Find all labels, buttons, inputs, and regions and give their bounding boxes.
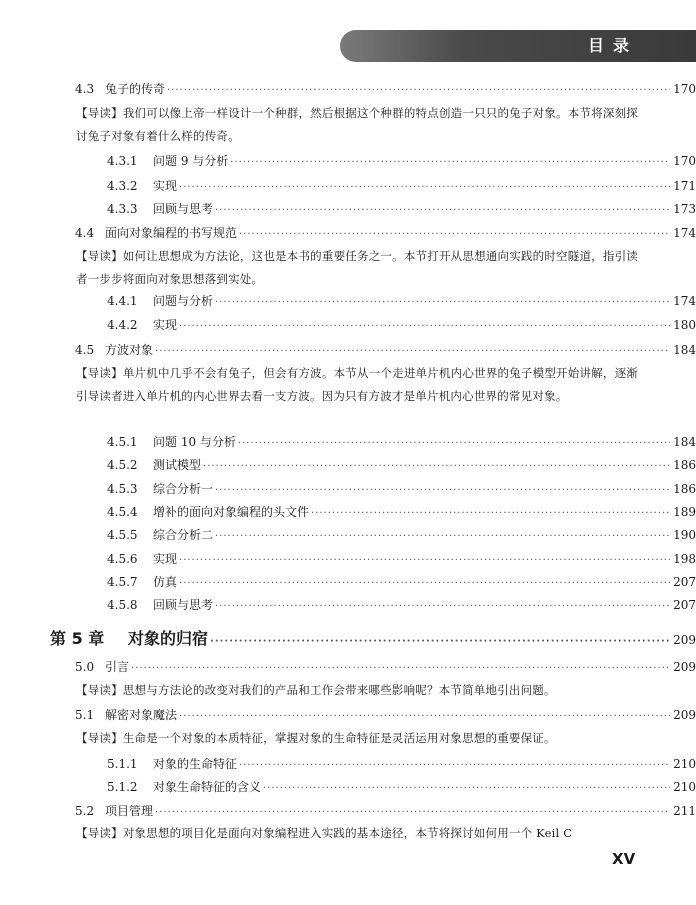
leader-dots <box>179 555 670 566</box>
section-title: 测试模型 <box>153 458 202 472</box>
page-ref: 170 <box>673 82 696 96</box>
leader-dots <box>239 229 670 240</box>
leader-dots <box>131 663 670 674</box>
section-number: 4.4 <box>75 226 95 240</box>
leader-dots <box>210 636 670 647</box>
intro-text: 思想与方法论的改变对我们的产品和工作会带来哪些影响呢？本节简单地引出问题。 <box>122 683 556 697</box>
page-ref: 174 <box>673 294 696 308</box>
toc-entry[interactable] <box>0 658 696 675</box>
section-number: 4.5.6 <box>107 552 138 566</box>
section-title: 引言 <box>105 660 130 674</box>
section-title: 问题 10 与分析 <box>153 435 236 449</box>
section-intro <box>76 245 638 291</box>
section-title: 回顾与思考 <box>153 598 214 612</box>
page-ref: 180 <box>673 318 696 332</box>
leader-dots <box>239 760 670 771</box>
section-title: 对象的生命特征 <box>153 757 238 771</box>
leader-dots <box>263 783 670 794</box>
chapter-number: 第 5 章 <box>50 629 105 648</box>
section-title: 仿真 <box>153 575 178 589</box>
toc-entry[interactable] <box>0 526 696 543</box>
section-title: 综合分析一 <box>153 482 214 496</box>
intro-text: 单片机中几乎不会有兔子，但会有方波。本节从一个走进单片机内心世界的兔子模型开始讲解，逐渐引导读者进入单片机的内心世界去看一支方波。因为只有方波才是单片机内心世界的常见对象。 <box>76 366 638 403</box>
page-ref: 171 <box>673 179 696 193</box>
intro-text: 对象思想的项目化是面向对象编程进入实践的基本途径，本节将探讨如何用一个 Keil C <box>122 826 573 840</box>
toc-entry[interactable] <box>0 292 696 309</box>
section-title: 问题 9 与分析 <box>153 154 229 168</box>
toc-entry[interactable] <box>0 200 696 217</box>
section-number: 4.5.3 <box>107 482 138 496</box>
page-ref: 184 <box>673 435 696 449</box>
section-intro <box>76 727 638 750</box>
leader-dots <box>215 485 670 496</box>
intro-tag: 【导读】 <box>76 683 123 697</box>
section-number: 4.4.2 <box>107 318 138 332</box>
section-number: 4.4.1 <box>107 294 138 308</box>
toc-entry[interactable] <box>0 456 696 473</box>
page-ref: 209 <box>673 660 696 674</box>
page-ref: 186 <box>673 458 696 472</box>
page-ref: 173 <box>673 202 696 216</box>
page-ref: 207 <box>673 598 696 612</box>
leader-dots <box>215 531 670 542</box>
toc-entry[interactable] <box>0 341 696 358</box>
toc-entry[interactable] <box>0 316 696 333</box>
toc-entry[interactable] <box>0 550 696 567</box>
section-title: 回顾与思考 <box>153 202 214 216</box>
page-ref: 210 <box>673 757 696 771</box>
page-ref: 209 <box>673 708 696 722</box>
page-ref: 210 <box>673 780 696 794</box>
toc-entry[interactable] <box>0 706 696 723</box>
section-intro <box>76 102 638 148</box>
intro-tag: 【导读】 <box>76 366 123 380</box>
section-number: 4.5.1 <box>107 435 138 449</box>
section-number: 4.5.5 <box>107 528 138 542</box>
toc-entry[interactable] <box>0 480 696 497</box>
section-number: 4.3 <box>75 82 95 96</box>
page-ref: 170 <box>673 154 696 168</box>
leader-dots <box>215 205 670 216</box>
section-intro <box>76 362 638 408</box>
section-number: 4.5.7 <box>107 575 138 589</box>
section-title: 兔子的传奇 <box>105 82 166 96</box>
toc-entry[interactable] <box>0 596 696 613</box>
intro-tag: 【导读】 <box>76 731 123 745</box>
toc-entry[interactable] <box>0 503 696 520</box>
header-title: 目录 <box>587 36 638 55</box>
section-title: 对象生命特征的含义 <box>153 780 262 794</box>
leader-dots <box>179 182 670 193</box>
section-number: 4.3.2 <box>107 179 138 193</box>
section-number: 5.1.1 <box>107 757 138 771</box>
page-number: XV <box>612 850 636 868</box>
section-number: 4.3.1 <box>107 154 138 168</box>
toc-entry[interactable] <box>0 80 696 97</box>
toc-entry[interactable] <box>0 177 696 194</box>
toc-entry[interactable] <box>0 433 696 450</box>
page-ref: 184 <box>673 343 696 357</box>
section-number: 5.0 <box>75 660 95 674</box>
leader-dots <box>179 578 670 589</box>
intro-text: 生命是一个对象的本质特征，掌握对象的生命特征是灵活运用对象思想的重要保证。 <box>122 731 556 745</box>
section-number: 5.1.2 <box>107 780 138 794</box>
intro-tag: 【导读】 <box>76 826 123 840</box>
toc-chapter[interactable] <box>0 626 696 649</box>
leader-dots <box>179 711 670 722</box>
section-title: 项目管理 <box>105 804 154 818</box>
section-number: 4.5 <box>75 343 95 357</box>
section-number: 4.5.8 <box>107 598 138 612</box>
leader-dots <box>167 85 670 96</box>
toc-entry[interactable] <box>0 778 696 795</box>
intro-tag: 【导读】 <box>76 249 123 263</box>
section-intro <box>76 679 638 702</box>
toc-entry[interactable] <box>0 152 696 169</box>
page-ref: 189 <box>673 505 696 519</box>
chapter-title: 对象的归宿 <box>128 629 209 648</box>
leader-dots <box>155 807 670 818</box>
section-title: 实现 <box>153 318 178 332</box>
intro-tag: 【导读】 <box>76 106 123 120</box>
leader-dots <box>215 601 670 612</box>
section-number: 5.2 <box>75 804 95 818</box>
page-ref: 190 <box>673 528 696 542</box>
page-ref: 186 <box>673 482 696 496</box>
leader-dots <box>179 321 670 332</box>
page-ref: 209 <box>673 633 696 647</box>
leader-dots <box>215 297 670 308</box>
leader-dots <box>238 438 670 449</box>
section-number: 5.1 <box>75 708 95 722</box>
section-title: 解密对象魔法 <box>105 708 178 722</box>
toc-entry[interactable] <box>0 573 696 590</box>
leader-dots <box>230 157 670 168</box>
leader-dots <box>311 508 670 519</box>
leader-dots <box>203 461 670 472</box>
section-title: 综合分析二 <box>153 528 214 542</box>
section-intro <box>76 822 638 845</box>
toc-entry[interactable] <box>0 755 696 772</box>
page-ref: 207 <box>673 575 696 589</box>
section-title: 面向对象编程的书写规范 <box>105 226 238 240</box>
section-title: 实现 <box>153 179 178 193</box>
section-number: 4.3.3 <box>107 202 138 216</box>
page-ref: 174 <box>673 226 696 240</box>
header-bar <box>340 30 696 62</box>
page-ref: 198 <box>673 552 696 566</box>
intro-text: 如何让思想成为方法论，这也是本书的重要任务之一。本节打开从思想通向实践的时空隧道，指引读者一步步将面向对象思想落到实处。 <box>76 249 638 286</box>
page-ref: 211 <box>673 804 696 818</box>
intro-text: 我们可以像上帝一样设计一个种群，然后根据这个种群的特点创造一只只的兔子对象。本节将深刻探讨兔子对象有着什么样的传奇。 <box>76 106 638 143</box>
section-title: 方波对象 <box>105 343 154 357</box>
section-number: 4.5.2 <box>107 458 138 472</box>
section-title: 问题与分析 <box>153 294 214 308</box>
section-number: 4.5.4 <box>107 505 138 519</box>
section-title: 增补的面向对象编程的头文件 <box>153 505 310 519</box>
toc-entry[interactable] <box>0 802 696 819</box>
toc-entry[interactable] <box>0 224 696 241</box>
leader-dots <box>155 346 670 357</box>
section-title: 实现 <box>153 552 178 566</box>
